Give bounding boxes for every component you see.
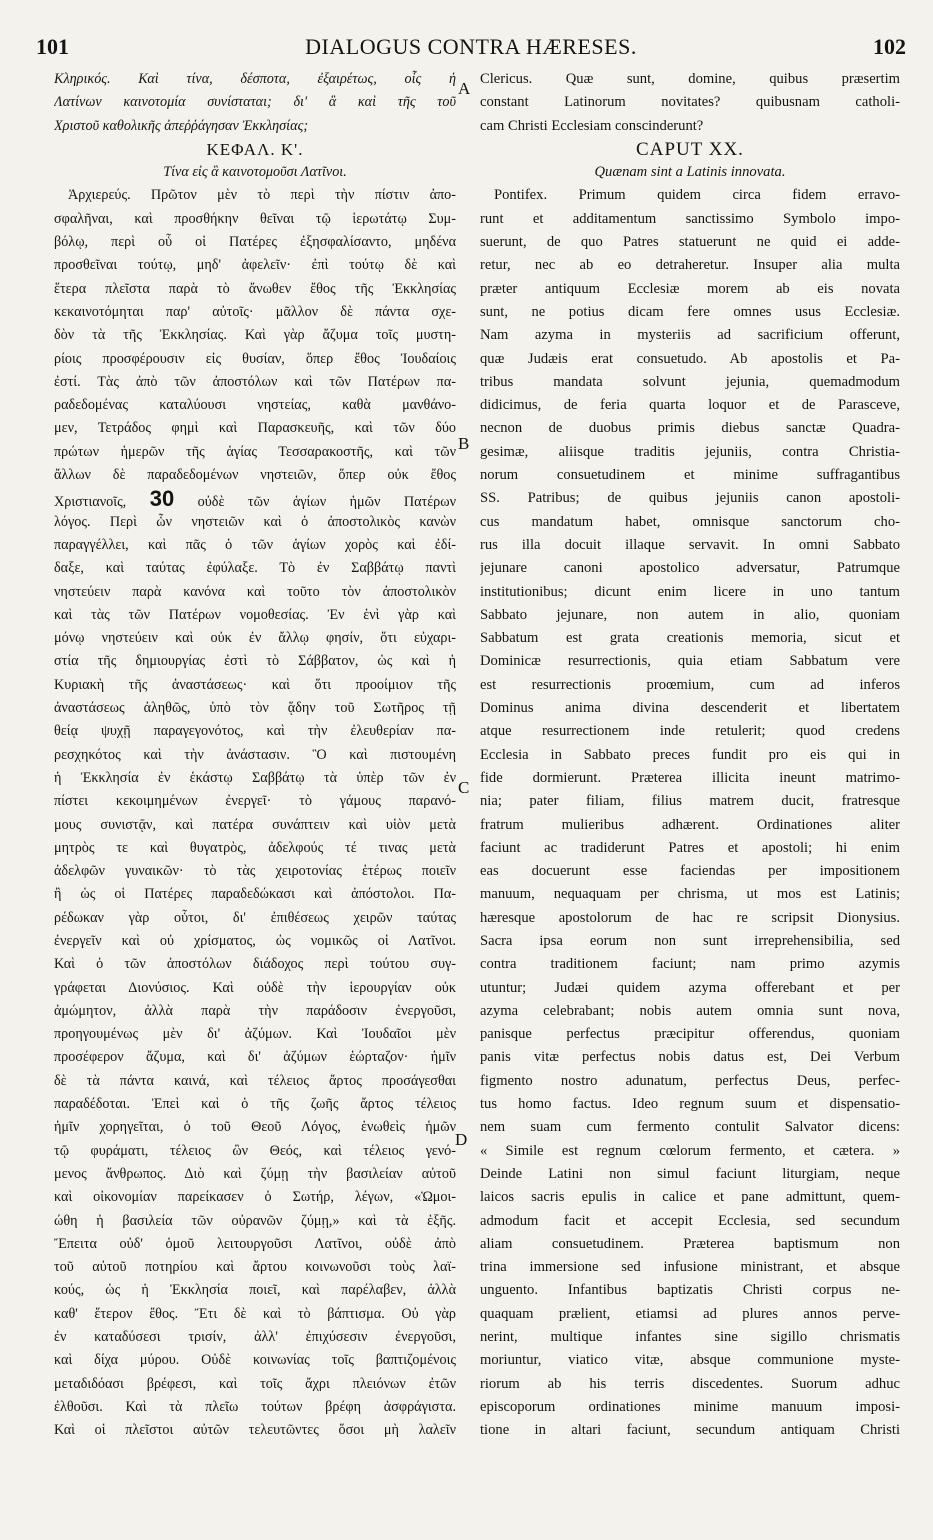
- greek-body-line: ρίοις προσφέρουσιν εἰς θυσίαν, ὅπερ ἔθος Ἰουδαίοις: [54, 350, 456, 367]
- greek-body-line: ἐστί. Τὰς ἀπὸ τῶν ἀποστόλων καὶ τῶν Πατέρων πα-: [54, 373, 456, 390]
- latin-body-line: unguento. Infantibus baptizatis Christi corpus ne-: [480, 1282, 900, 1299]
- section-number: 30: [149, 487, 175, 511]
- latin-body-line: Sacra ipsa eorum non sunt irreprehensibilia, sed: [480, 932, 900, 949]
- greek-body-line: τῷ φυράματι, τέλειος ὢν Θεός, καὶ τέλειος γενό-: [54, 1142, 456, 1159]
- page-header: [36, 34, 906, 62]
- greek-body-line: ώθη ἡ βασιλεία τῶν οὐρανῶν ζύμῃ,» καὶ τὰ ἑξῆς.: [54, 1212, 456, 1229]
- latin-body-line: azyma celebrabant; nobis autem omnia sunt nova,: [480, 1002, 900, 1019]
- latin-body-line: cus mandatum habet, omnisque sanctorum cho-: [480, 513, 900, 530]
- greek-chapter-subtitle: Τίνα εἰς ἃ καινοτομοῦσι Λατῖνοι.: [163, 164, 347, 181]
- greek-body-line: μητρὸς τε καὶ θυγατρὸς, ἀδελφούς τέ τινας μετὰ: [54, 839, 456, 856]
- greek-body-line: κούς, ὡς ἡ Ἐκκλησία ποιεῖ, καὶ παρέλαβεν, ἀλλὰ: [54, 1282, 456, 1299]
- latin-body-line: « Simile est regnum cœlorum fermento, et cætera. »: [480, 1142, 900, 1159]
- latin-body-line: norum consuetudinem et minime suffragantibus: [480, 467, 900, 484]
- greek-body-line: ἀναστάσεως ἀληθῶς, ὑπὸ τὸν ᾅδην τοῦ Σωτῆρος τῇ: [54, 700, 456, 717]
- margin-marker-c: C: [458, 778, 470, 797]
- greek-body-line: ἡμῖν χορηγεῖται, ὁ τοῦ Θεοῦ Λόγος, ἑνωθεὶς ἡμῶν: [54, 1119, 456, 1136]
- latin-body-line: runt et additamentum sanctissimo Symbolo impo-: [480, 210, 900, 227]
- greek-column: [54, 68, 456, 1443]
- latin-body: [480, 184, 900, 1442]
- greek-intro-line: Λατίνων καινοτομία συνίσταται; δι' ἃ καὶ τῆς τοῦ: [54, 94, 456, 111]
- latin-body-line: manuum, nequaquam per chrisma, ut mos est Latinis;: [480, 886, 900, 903]
- latin-body-line: tribus mandata solvunt jejunia, quemadmodum: [480, 373, 900, 390]
- latin-chapter-heading: CAPUT XX.: [636, 138, 744, 160]
- latin-body-line: retur, nec ab eo detraheretur. Insuper alia multa: [480, 257, 900, 274]
- latin-body-line: utuntur; Judæi quidem azyma offerebant et per: [480, 979, 900, 996]
- latin-body-line: moriuntur, viatico vitæ, absque communione myste-: [480, 1352, 900, 1369]
- greek-body-line: στία τῆς δημιουργίας ἐστὶ τὸ Σάββατον, ὡς καὶ ἡ: [54, 653, 456, 670]
- latin-body-line: trina immersione sed infusione ministrant, et absque: [480, 1259, 900, 1276]
- greek-body-line: λόγος. Περὶ ὧν νηστειῶν καὶ ὁ ἀποστολικὸς κανὼν: [54, 513, 456, 530]
- greek-chapter-heading: ΚΕΦΑΛ. Κ'.: [206, 139, 304, 159]
- latin-body-line: præter antiquum Ecclesiæ morem ab eis novata: [480, 280, 900, 297]
- latin-body-line: Pontifex. Primum quidem circa fidem erravo-: [494, 187, 900, 204]
- greek-body-line: δὸν τὰ τῆς Ἐκκλησίας. Καὶ γὰρ ἄζυμα τοῖς μυστη-: [54, 327, 456, 344]
- greek-body-line: παραδέδοται. Ἐπεὶ καὶ ὁ τῆς ζωῆς ἄρτος τέλειος: [54, 1096, 456, 1113]
- greek-body-line: σφαλῆναι, καὶ προσθήκην θεῖναι τῷ ἱερωτάτῳ Συμ-: [54, 210, 456, 227]
- greek-body-line: θείᾳ ψυχῇ παραγεγονότος, καὶ τὴν ἐλευθερίαν πα-: [54, 723, 456, 740]
- latin-body-line: fide dormierunt. Præterea illicita ineunt matrimo-: [480, 769, 900, 786]
- latin-body-line: nerint, multique infantes sine sigillo chrismatis: [480, 1329, 900, 1346]
- greek-body-line: Κυριακὴ τῆς ἀναστάσεως· καὶ ὅτι προοίμιον τῆς: [54, 676, 456, 693]
- greek-body-line: ἀδελφῶν γυναικῶν· τὸ τὰς χειροτονίας ἑτέρως ποιεῖν: [54, 863, 456, 880]
- greek-body-line: καὶ οἰκονομίαν παρείκασεν ὁ Σωτήρ, λέγων, «Ὡμοι-: [54, 1189, 456, 1206]
- latin-body-line: figmento nostro adunatum, perfectus Deus, perfec-: [480, 1072, 900, 1089]
- greek-body-line: προσέφερον ἄζυμα, καὶ δι' ἀζύμων ἑώρταζον· ἡμῖν: [54, 1049, 456, 1066]
- greek-body-line: βόλῳ, περὶ οὗ οἱ Πατέρες ἐξησφαλίσαντο, μηδένα: [54, 234, 456, 251]
- latin-body-line: atque resurrectionem inde retulerit; quod credens: [480, 723, 900, 740]
- greek-body-line: ἕτερα πλεῖστα παρὰ τὸ ἄνωθεν ἔθος τῆς Ἐκκλησίας: [54, 280, 456, 297]
- greek-body-line: μόνῳ νηστεύειν καὶ οὐκ ἐν ἄλλῳ φησίν, ὅτι εὐχαρι-: [54, 630, 456, 647]
- latin-body-line: aliam consuetudinem. Præterea baptismum non: [480, 1235, 900, 1252]
- latin-body-line: Dominicæ resurrectionis, quia etiam Sabbatum vere: [480, 653, 900, 670]
- greek-body-line: προσθεῖναι τούτῳ, μηδ' ἀφελεῖν· ἐπὶ τούτῳ δὲ καὶ: [54, 257, 456, 274]
- greek-body-line: δαξε, καὶ ταύτας ἐφύλαξε. Τὸ ἐν Σαββάτῳ παντὶ: [54, 560, 456, 577]
- greek-body-line: μους συνιστᾷν, καὶ πατέρα συνάπτειν καὶ υἱὸν μετὰ: [54, 816, 456, 833]
- greek-body-line: πρώτων ἡμερῶν τῆς ἁγίας Τεσσαρακοστῆς, καὶ τῶν: [54, 443, 456, 460]
- greek-body-line: καὶ δίχα μύρου. Οὐδὲ κοινωνίας τοῖς βαπτιζομένοις: [54, 1352, 456, 1369]
- latin-body-line: fratrum mulieribus adhærent. Ordinationes aliter: [480, 816, 900, 833]
- latin-body-line: quæ Judæis erat consuetudo. Ab apostolis et Pa-: [480, 350, 900, 367]
- greek-body-line: τοῦ αὐτοῦ ποτηρίου καὶ ἄρτου κοινωνοῦσι τοὺς λαϊ-: [54, 1259, 456, 1276]
- latin-body-line: nem suam cum fermento contulit Salvator dicens:: [480, 1119, 900, 1136]
- greek-body-line: νηστεύειν παρὰ κανόνα καὶ τοῦτο τὸν ἀποστολικὸν: [54, 583, 456, 600]
- latin-intro-line: Clericus. Quæ sunt, domine, quibus præsertim: [480, 71, 900, 87]
- greek-body-line: παραγγέλλει, καὶ πᾶς ὁ τῶν ἁγίων χορὸς καὶ ἐδί-: [54, 536, 456, 553]
- latin-body-line: Ecclesia in Sabbato preces fundit pro eis qui in: [480, 746, 900, 763]
- latin-body-line: episcoporum ordinationes minime manuum imposi-: [480, 1398, 900, 1415]
- latin-body-line: institutionibus; dicunt enim licere in uno tantum: [480, 583, 900, 600]
- latin-body-line: eas docuerunt esse faciendas per impositionem: [480, 863, 900, 880]
- margin-marker-a: A: [458, 79, 471, 98]
- latin-body-line: Sabbatum est grata creationis memoria, sicut et: [480, 630, 900, 647]
- greek-body-line: Ἀρχιερεύς. Πρῶτον μὲν τὸ περὶ τὴν πίστιν ἀπο-: [68, 187, 456, 204]
- greek-body-line: ραδεδομένας καταλύουσι νηστείας, καθὰ μανθάνο-: [54, 397, 456, 414]
- latin-body-line: suerunt, de quo Patres statuerunt ne quid ei adde-: [480, 234, 900, 251]
- latin-body-line: nia; pater filiam, filius matrem ducit, fratresque: [480, 793, 900, 810]
- greek-body-line: Καὶ οἱ πλεῖστοι αὐτῶν τελευτῶντες ὅσοι μὴ λαλεῖν: [54, 1422, 456, 1439]
- greek-body-line: μεταδιδόασι βρέφεσι, καὶ τοῖς ἄχρι πλειόνων ἐτῶν: [54, 1375, 456, 1392]
- greek-body-line: δὲ τὰ πάντα καινά, καὶ τέλειος ἄρτος προσάγεσθαι: [54, 1072, 456, 1089]
- greek-body-line: ἀμώμητον, ἀλλὰ παρὰ τὴν παράδοσιν ἐνεργοῦσι,: [54, 1002, 456, 1019]
- latin-body-line: Sabbato jejunare, non autem in alio, quoniam: [480, 606, 900, 623]
- latin-intro-line: constant Latinorum novitates? quibusnam catholi-: [480, 94, 900, 111]
- latin-body-line: Nam azyma in mysteriis ad sacrificium offerunt,: [480, 327, 900, 344]
- latin-body-line: jejunare canoni apostolico adversatur, Patrumque: [480, 560, 900, 577]
- latin-body-line: tione in altari faciunt, secundum antiquam Christi: [480, 1422, 900, 1439]
- latin-column: [480, 68, 900, 1443]
- greek-body-line: Ἔπειτα οὐδ' ὁμοῦ λειτουργοῦσι Λατῖνοι, οὐδὲ ἀπὸ: [54, 1235, 456, 1252]
- greek-body-line: ἡ Ἐκκλησία ἐν ἑκάστῳ Σαββάτῳ τὰ ὑπὲρ τῶν ἐν: [54, 769, 456, 786]
- greek-intro-line: Κληρικός. Καὶ τίνα, δέσποτα, ἐξαιρέτως, οἷς ἡ: [54, 71, 456, 87]
- greek-body-line: Καὶ ὁ τῶν ἀποστόλων διάδοχος περὶ τούτου συγ-: [54, 956, 456, 973]
- greek-body: [54, 184, 456, 1442]
- latin-body-line: est resurrectionis proœmium, cum ad inferos: [480, 676, 900, 693]
- greek-body-line: Χριστιανοῖς, 30 οὐδὲ τῶν ἁγίων ἡμῶν Πατέρων: [54, 487, 456, 511]
- page-number-left: 101: [36, 34, 69, 59]
- latin-body-line: tus homo factus. Ideo regnum suum et dispensatio-: [480, 1096, 900, 1113]
- latin-body-line: sunt, ne potius dicam fere omnes usus Ecclesiæ.: [480, 303, 900, 320]
- latin-body-line: necnon de duobus primis diebus sanctæ Quadra-: [480, 420, 900, 437]
- greek-body-line: ἐνεργεῖν καὶ οὐ χρίσματος, ὡς νομικῶς οἱ Λατῖνοι.: [54, 932, 456, 949]
- greek-body-line: γράφεται Διονύσιος. Καὶ οὐδὲ τὴν ἱερουργίαν οὐκ: [54, 979, 456, 996]
- latin-chapter-subtitle: Quænam sint a Latinis innovata.: [594, 164, 786, 181]
- latin-body-line: panisque perfectus præcipitur offerendus, quoniam: [480, 1026, 900, 1043]
- greek-body-line: ἐλθοῦσι. Καὶ τὰ πλεῖω τούτων βρέφη ἀσφράγιστα.: [54, 1398, 456, 1415]
- greek-body-line: ἄλλων δὲ παραδεδομένων νηστειῶν, ὅπερ οὐκ ἔθος: [54, 467, 456, 484]
- latin-body-line: faciunt ac tradiderunt Patres et apostoli; hi enim: [480, 839, 900, 856]
- margin-marker-d: D: [455, 1130, 468, 1149]
- latin-body-line: panis vitæ perfectus nobis datus est, Dei Verbum: [480, 1049, 900, 1066]
- latin-body-line: didicimus, de feria quarta loquor et de Parasceve,: [480, 397, 900, 414]
- latin-body-line: riorum ab his terris discedentes. Suorum adhuc: [480, 1375, 900, 1392]
- greek-body-line: κεκαινοτόμηται παρ' αὐτοῖς· μᾶλλον δὲ πάντα σχε-: [54, 303, 456, 320]
- latin-body-line: rus illa docuit illaque servavit. In omni Sabbato: [480, 536, 900, 553]
- greek-body-line: ρέδωκαν γὰρ οὗτοι, δι' ἐπιθέσεως χειρῶν ταύτας: [54, 909, 456, 926]
- latin-body-line: quaquam prælient, etiamsi ad plures annos perve-: [480, 1305, 900, 1322]
- greek-body-line: μεν, Τετράδος φημὶ καὶ Παρασκευῆς, καὶ τῶν δύο: [54, 420, 456, 437]
- page-number-right: 102: [873, 34, 906, 59]
- greek-body-line: πίστει κεκοιμημένων ἐνεργεῖ· τὸ γάμους παρανό-: [54, 793, 456, 810]
- latin-body-line: SS. Patribus; de quibus jejuniis canon apostoli-: [480, 490, 900, 507]
- greek-body-line: μενος ἄνθρωπος. Διὸ καὶ ζύμῃ τὴν βασιλείαν αὐτοῦ: [54, 1165, 456, 1182]
- latin-body-line: hæresque apostolorum de hac re scripsit Dionysius.: [480, 909, 900, 926]
- latin-body-line: admodum facit et accepit Ecclesia, sed secundum: [480, 1212, 900, 1229]
- greek-body-line: καὶ τὰς τῶν Πατέρων νομοθεσίας. Ἐν ἑνὶ γὰρ καὶ: [54, 606, 456, 623]
- greek-body-line: ρεσχηκότος καὶ τὴν ἀνάστασιν. Ὃ καὶ πιστουμένη: [54, 746, 456, 763]
- latin-body-line: contra traditionem faciunt; nam primo azymis: [480, 956, 900, 973]
- latin-body-line: Deinde Latini non simul faciunt liturgiam, neque: [480, 1165, 900, 1182]
- greek-intro-line: Χριστοῦ καθολικῆς ἀπεῤῥάγησαν Ἐκκλησίας;: [54, 117, 309, 134]
- greek-body-line: καθ' ἕτερον ἔθος. Ἔτι δὲ καὶ τὸ βάπτισμα. Οὐ γὰρ: [54, 1305, 456, 1322]
- greek-body-line: ἐν καταδύσεσι τρισίν, ἀλλ' ἐπιχύσεσιν ἐνεργοῦσι,: [54, 1329, 456, 1346]
- greek-body-line: προηγουμένως μὲν δι' ἀζύμων. Καὶ Ἰουδαῖοι μὲν: [54, 1026, 456, 1043]
- latin-body-line: laicos sacris epulis in calice et pane admittunt, quem-: [480, 1189, 900, 1206]
- margin-marker-b: B: [458, 434, 470, 453]
- latin-intro-line: cam Christi Ecclesiam conscinderunt?: [480, 117, 704, 134]
- latin-body-line: gesimæ, aliisque traditis jejuniis, contra Christia-: [480, 443, 900, 460]
- greek-body-line: ἢ ὡς οἱ Πατέρες παραδεδώκασι καὶ ἀπόστολοι. Πα-: [54, 886, 456, 903]
- running-title: DIALOGUS CONTRA HÆRESES.: [305, 34, 637, 59]
- latin-body-line: Dominus anima divina descenderit et libertatem: [480, 700, 900, 717]
